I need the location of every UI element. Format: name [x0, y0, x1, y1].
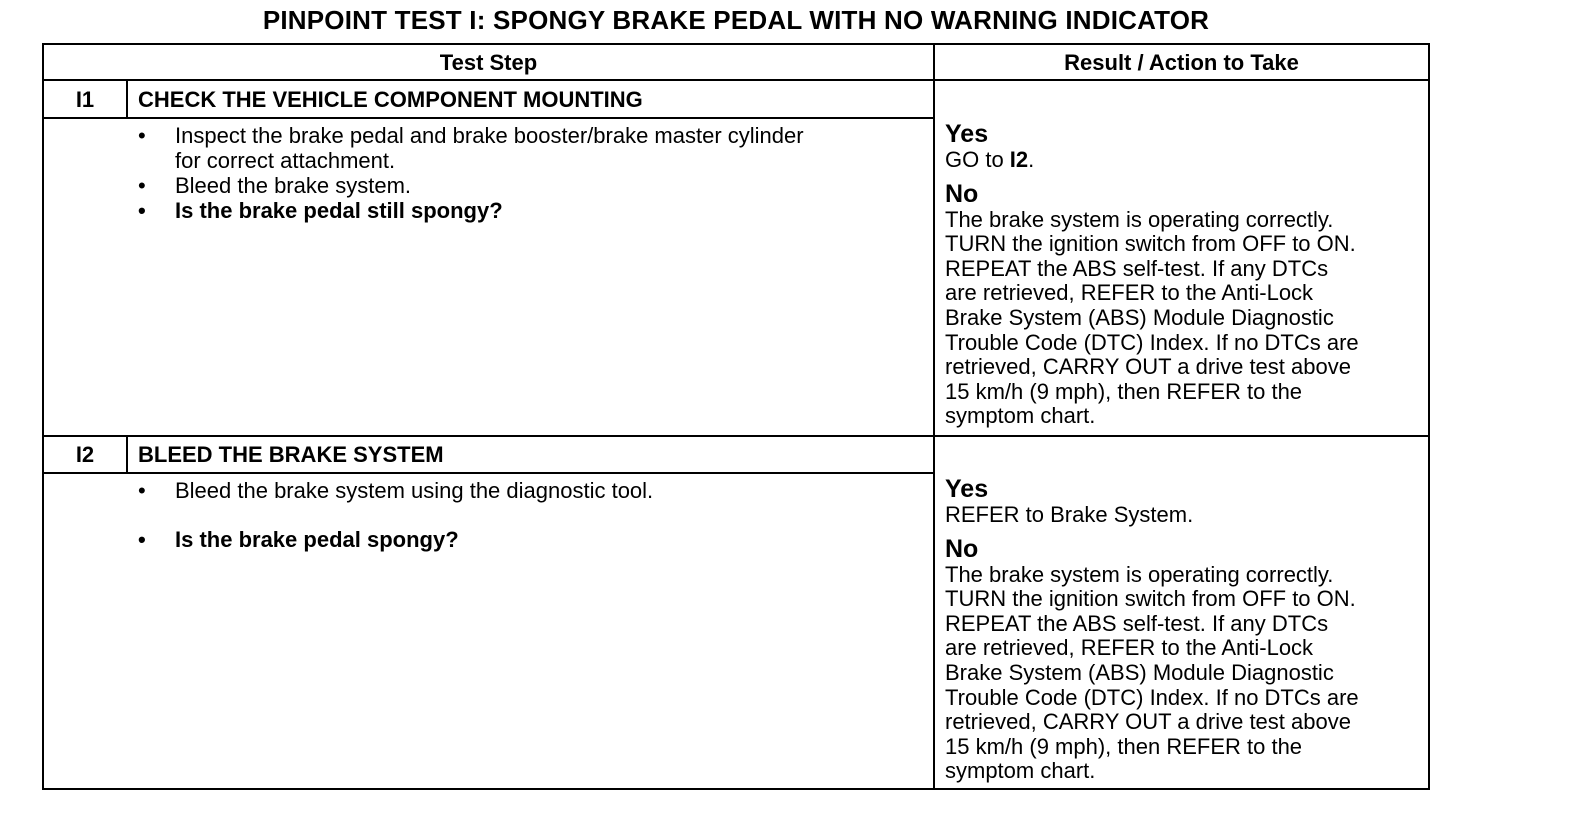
instruction-item: • Inspect the brake pedal and brake booster/brake master cylinder for correct attachment.	[138, 123, 804, 173]
column-divider	[933, 45, 935, 788]
step-number: I2	[75, 442, 95, 467]
bullet-icon: •	[138, 527, 146, 552]
step-title-divider	[44, 472, 933, 474]
step-instructions	[138, 478, 915, 552]
instruction-question: • Is the brake pedal still spongy?	[138, 198, 503, 223]
pinpoint-test-table	[42, 43, 1430, 790]
yes-label: Yes	[945, 475, 989, 503]
yes-action: REFER to Brake System.	[945, 502, 1194, 527]
step-number-divider	[126, 81, 128, 117]
result-action	[945, 476, 1359, 784]
step-instructions	[138, 123, 915, 223]
bullet-icon: •	[138, 173, 146, 198]
page-title: PINPOINT TEST I: SPONGY BRAKE PEDAL WITH NO WARNING INDICATOR	[262, 5, 1210, 35]
no-label: No	[945, 534, 979, 563]
result-action	[945, 121, 1359, 429]
header-divider	[44, 79, 1428, 81]
step-title-divider	[44, 117, 933, 119]
step-number: I1	[75, 87, 95, 112]
no-label: No	[945, 179, 979, 208]
yes-action: GO to I2.	[945, 147, 1035, 172]
step-title: BLEED THE BRAKE SYSTEM	[138, 442, 444, 467]
step-title: CHECK THE VEHICLE COMPONENT MOUNTING	[138, 87, 643, 112]
yes-label: Yes	[945, 120, 989, 148]
bullet-icon: •	[138, 123, 146, 148]
instruction-item: • Bleed the brake system using the diagnostic tool.	[138, 478, 654, 503]
instruction-item: • Bleed the brake system.	[138, 173, 412, 198]
no-action: The brake system is operating correctly. TURN the ignition switch from OFF to ON. REPEAT the ABS self-test. If any DTCs are retrieved, REFER to the Anti-Lock Brake System (ABS) Module Diagnostic Trouble Code (DTC) Index. If no DTCs are retrieved, CARRY OUT a drive test above 15 km/h (9 mph), then REFER to the symptom chart.	[945, 561, 1359, 784]
step-number-divider	[126, 437, 128, 472]
header-test-step: Test Step	[439, 50, 538, 75]
row-divider	[44, 435, 1428, 437]
header-result-action: Result / Action to Take	[1064, 50, 1299, 75]
instruction-question: • Is the brake pedal spongy?	[138, 527, 459, 552]
no-action: The brake system is operating correctly. TURN the ignition switch from OFF to ON. REPEAT the ABS self-test. If any DTCs are retrieved, REFER to the Anti-Lock Brake System (ABS) Module Diagnostic Trouble Code (DTC) Index. If no DTCs are retrieved, CARRY OUT a drive test above 15 km/h (9 mph), then REFER to the symptom chart.	[945, 206, 1359, 429]
bullet-icon: •	[138, 198, 146, 223]
bullet-icon: •	[138, 478, 146, 503]
